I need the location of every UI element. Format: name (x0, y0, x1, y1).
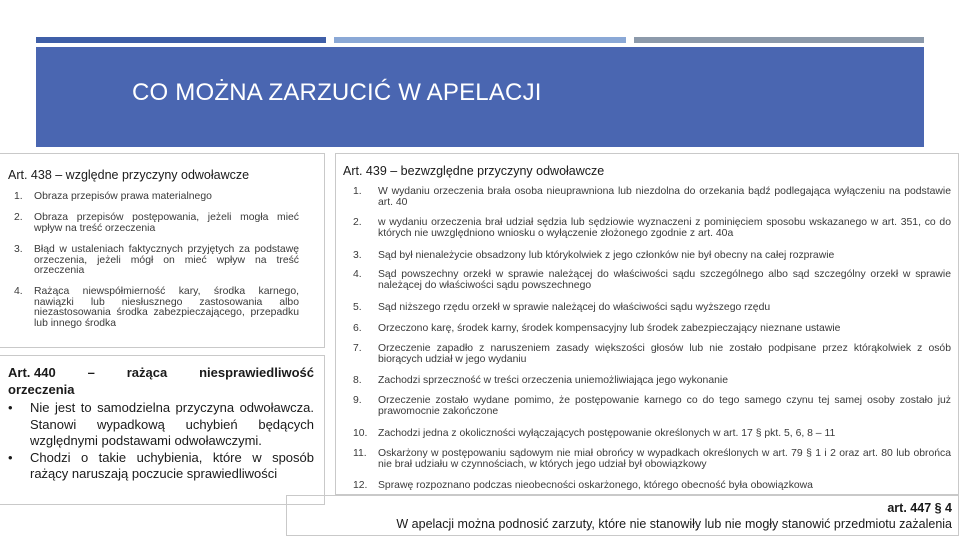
item-text: Orzeczenie zostało wydane pomimo, że postępowanie karnego co do tego samego czynu tej samej osoby zostało już prawomocnie zakończone (378, 395, 951, 417)
item-number: 4. (14, 286, 23, 298)
list-item (353, 302, 951, 313)
list-item (353, 395, 951, 417)
list-item (14, 213, 299, 234)
list-item (353, 186, 951, 208)
list-item (353, 217, 951, 239)
bullet-marker: • (8, 449, 13, 465)
relative-grounds-box (0, 153, 325, 348)
list-item (353, 250, 951, 261)
list-item (353, 448, 951, 470)
item-text: Orzeczono karę, środek karny, środek kompensacyjny lub środek zabezpieczający nieznane ustawie (378, 323, 841, 334)
item-number: 5. (353, 302, 362, 313)
absolute-grounds-box (335, 153, 959, 495)
list-item (353, 375, 951, 386)
item-text: Rażąca niewspółmierność kary, środka karnego, nawiązki lub niesłusznego zastosowania albo niezastosowania środka zabezpieczającego, przepadku lub innego środka (34, 286, 299, 329)
list-item (353, 323, 951, 334)
list-item (353, 269, 951, 291)
relative-grounds-list (14, 192, 299, 340)
bullet-marker: • (8, 400, 13, 415)
bullet-text: Nie jest to samodzielna przyczyna odwoławcza. Stanowi wypadkową uchybień będących względnymi podstawami odwoławczymi. (30, 400, 314, 448)
gross-injustice-bullets (8, 400, 314, 483)
footer-article-ref: art. 447 § 4 (887, 501, 952, 515)
item-number: 1. (14, 191, 23, 202)
list-item (14, 245, 299, 276)
item-number: 2. (14, 212, 23, 224)
item-number: 6. (353, 323, 362, 334)
item-text: w wydaniu orzeczenia brał udział sędzia lub sędziowie wyznaczeni z pominięciem sposobu wskazanego w art. 351, co do których nie uwzględniono wniosku o wyłączenie złożonego zgodnie z art. 40a (378, 217, 951, 239)
title-banner (36, 47, 924, 147)
item-number: 3. (353, 250, 362, 261)
item-text: Sąd powszechny orzekł w sprawie należącej do właściwości sądu szczególnego albo sąd szczególny orzekł w sprawie należącej do właściwości sądu powszechnego (378, 269, 951, 291)
list-item (353, 480, 951, 491)
heading-word-1: rażąca (126, 365, 168, 380)
item-number: 1. (353, 186, 362, 197)
accent-bar-right (634, 37, 924, 43)
heading-dash: – (87, 365, 95, 380)
item-text: Sąd niższego rzędu orzekł w sprawie należącej do właściwości sądu wyższego rzędu (378, 302, 771, 313)
item-number: 12. (353, 480, 368, 491)
list-item (14, 287, 299, 329)
item-text: W wydaniu orzeczenia brała osoba nieuprawniona lub niezdolna do orzekania bądź podlegająca wyłączeniu na podstawie art. 40 (378, 186, 951, 208)
footer-note-text: W apelacji można podnosić zarzuty, które nie stanowiły lub nie mogły stanowić przedmiotu zażalenia (396, 517, 952, 531)
item-number: 4. (353, 269, 362, 280)
relative-grounds-heading: Art. 438 – względne przyczyny odwoławcze (8, 168, 250, 182)
accent-bar-left (36, 37, 326, 43)
item-text: Błąd w ustaleniach faktycznych przyjętych za podstawę orzeczenia, jeżeli mógł on mieć wpływ na treść orzeczenia (34, 244, 299, 277)
absolute-grounds-heading: Art. 439 – bezwzględne przyczyny odwoławcze (343, 164, 605, 178)
item-text: Zachodzi sprzeczność w treści orzeczenia uniemożliwiająca jego wykonanie (378, 375, 728, 386)
item-number: 11. (353, 448, 367, 459)
item-number: 3. (14, 244, 23, 256)
item-number: 7. (353, 343, 362, 354)
item-number: 2. (353, 217, 362, 228)
slide-title: CO MOŻNA ZARZUCIĆ W APELACJI (132, 79, 542, 106)
accent-bar-center (334, 37, 626, 43)
item-text: Orzeczenie zapadło z naruszeniem zasady większości głosów lub nie zostało podpisane przez którąkolwiek z osób biorących udział w jego wydaniu (378, 343, 951, 365)
heading-line-2: orzeczenia (8, 382, 75, 397)
bullet-item (8, 450, 314, 483)
footer-note-box (286, 495, 959, 536)
item-text: Zachodzi jedna z okoliczności wyłączających postępowanie określonych w art. 17 § pkt. 5, 6, 8 – 11 (378, 428, 836, 439)
item-text: Oskarżony w postępowaniu sądowym nie miał obrońcy w wypadkach określonych w art. 79 § 1 i 2 oraz art. 80 lub obrońca nie brał udziału w czynnościach, w których jego udział był obowiązkowy (378, 448, 951, 470)
item-number: 8. (353, 375, 362, 386)
heading-art: Art. 440 (8, 365, 56, 380)
heading-word-2: niesprawiedliwość (199, 365, 314, 380)
bullet-text: Chodzi o takie uchybienia, które w sposób rażący naruszają poczucie sprawiedliwości (30, 449, 314, 481)
list-item (353, 428, 951, 439)
item-text: Sąd był nienależycie obsadzony lub którykolwiek z jego członków nie był obecny na całej rozprawie (378, 250, 835, 261)
item-text: Obraza przepisów postępowania, jeżeli mogła mieć wpływ na treść orzeczenia (34, 212, 299, 234)
item-text: Sprawę rozpoznano podczas nieobecności oskarżonego, którego obecność była obowiązkowa (378, 480, 813, 491)
list-item (14, 192, 299, 202)
item-number: 9. (353, 395, 362, 406)
item-text: Obraza przepisów prawa materialnego (34, 191, 212, 202)
gross-injustice-box (0, 355, 325, 505)
list-item (353, 343, 951, 365)
item-number: 10. (353, 428, 368, 439)
gross-injustice-heading (8, 364, 314, 398)
bullet-item (8, 400, 314, 450)
